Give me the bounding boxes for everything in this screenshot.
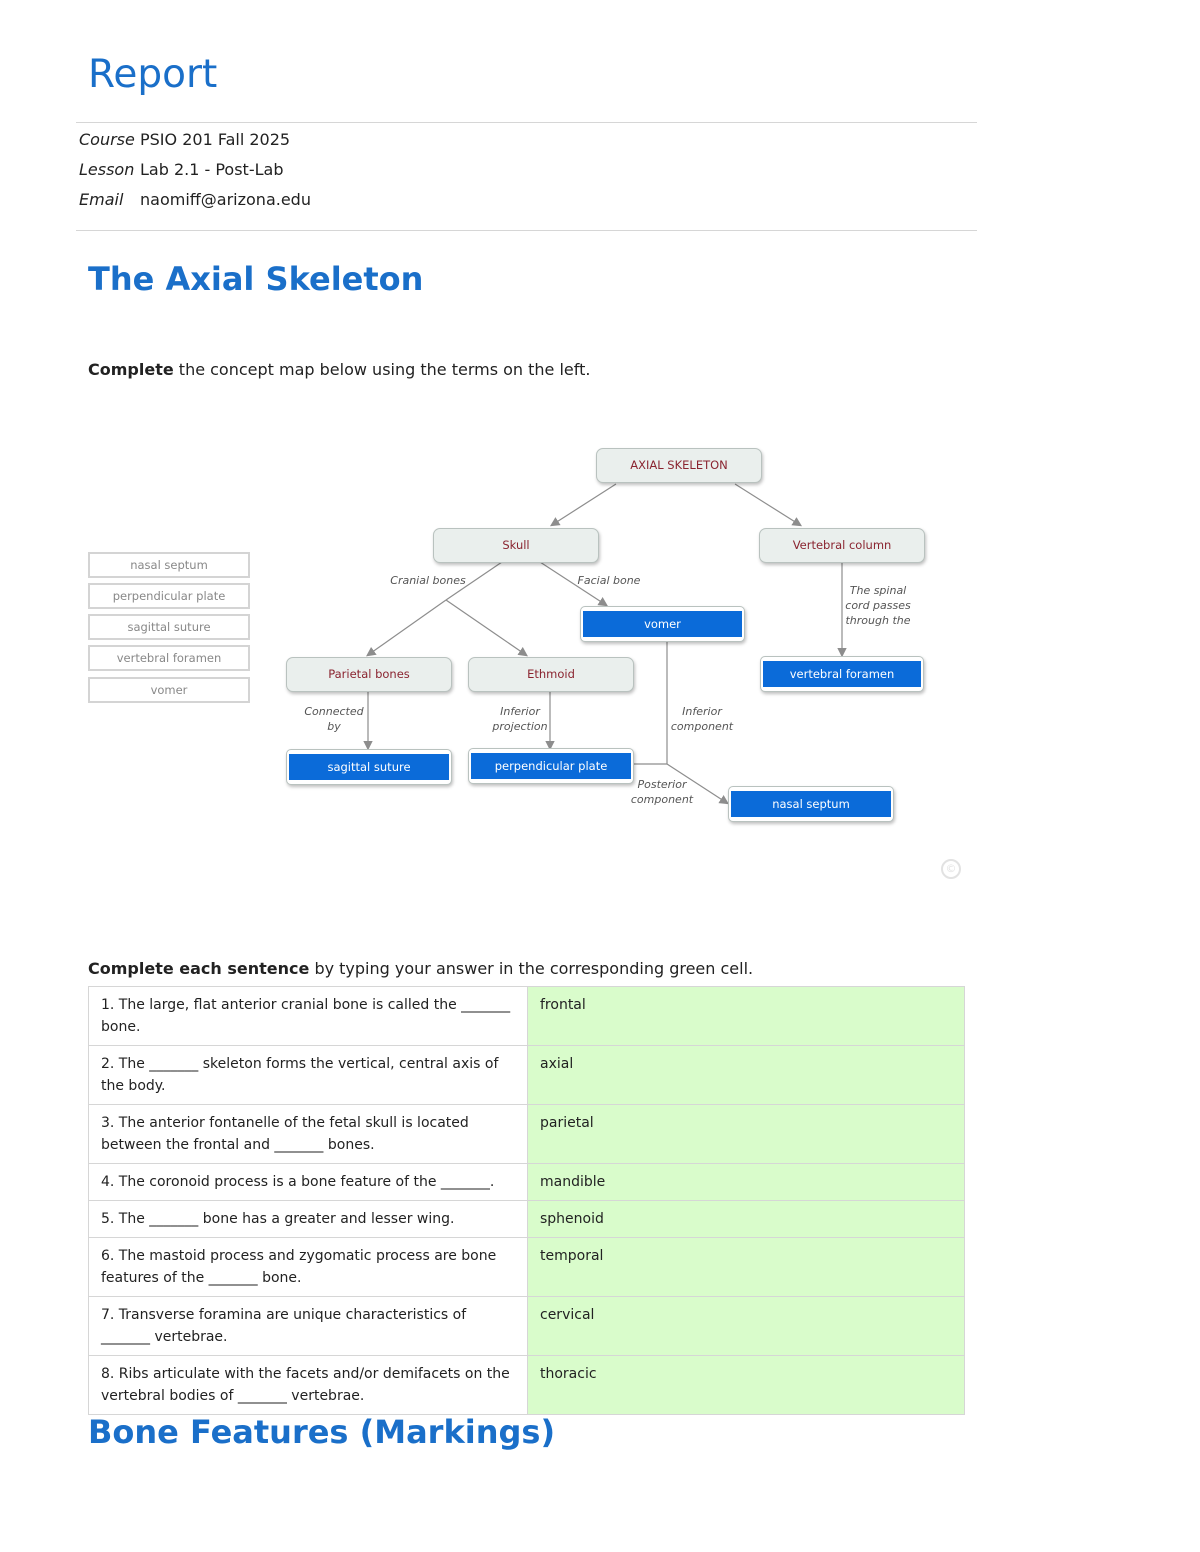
slot-nasal-septum[interactable]	[728, 786, 894, 822]
term-vertebral-foramen[interactable]: vertebral foramen	[88, 645, 250, 671]
copyright-icon: ©	[941, 859, 961, 879]
course-value: PSIO 201 Fall 2025	[140, 130, 291, 149]
question-cell: 6. The mastoid process and zygomatic process are bone features of the _______ bone.	[89, 1238, 528, 1297]
instruction-text: the concept map below using the terms on the left.	[173, 360, 591, 379]
table-row	[89, 1105, 965, 1164]
term-nasal-septum[interactable]: nasal septum	[88, 552, 250, 578]
slot-vertebral-foramen[interactable]	[760, 656, 924, 692]
email-value: naomiff@arizona.edu	[140, 190, 311, 209]
label-connected-line-1: Connected	[304, 705, 364, 718]
answer-cell[interactable]: temporal	[528, 1238, 965, 1297]
slot-perpendicular-plate[interactable]	[468, 748, 634, 784]
label-inferior-proj-line-2: projection	[492, 720, 548, 733]
node-vertebral-column: Vertebral column	[759, 528, 925, 563]
label-spinal-line-1: The spinal	[849, 584, 907, 597]
question-cell: 5. The _______ bone has a greater and lesser wing.	[89, 1201, 528, 1238]
answer-cell[interactable]: thoracic	[528, 1356, 965, 1415]
link-root-skull	[552, 484, 616, 525]
node-ethmoid: Ethmoid	[468, 657, 634, 692]
instruction-bold: Complete	[88, 360, 174, 379]
answer-cell[interactable]: sphenoid	[528, 1201, 965, 1238]
table-row	[89, 1297, 965, 1356]
question-cell: 3. The anterior fontanelle of the fetal skull is located between the frontal and _______ bones.	[89, 1105, 528, 1164]
email-label: Email	[79, 190, 124, 209]
term-sagittal-suture[interactable]: sagittal suture	[88, 614, 250, 640]
term-perpendicular-plate[interactable]: perpendicular plate	[88, 583, 250, 609]
answer-perpendicular-plate[interactable]: perpendicular plate	[471, 753, 631, 779]
lesson-value: Lab 2.1 - Post-Lab	[140, 160, 284, 179]
slot-vomer[interactable]	[580, 606, 745, 642]
sentence-instruction-bold: Complete each sentence	[88, 959, 310, 978]
link-cranial-ethmoid	[446, 600, 526, 655]
sentence-instruction-text: by typing your answer in the corresponding green cell.	[309, 959, 754, 978]
label-posterior-line-2: component	[630, 793, 694, 806]
section-heading-bone-features: Bone Features (Markings)	[88, 1413, 556, 1451]
question-cell: 1. The large, flat anterior cranial bone is called the _______ bone.	[89, 987, 528, 1046]
course-label: Course	[79, 130, 135, 149]
lesson-label: Lesson	[79, 160, 135, 179]
label-inferior-comp-line-2: component	[670, 720, 734, 733]
node-axial-skeleton: AXIAL SKELETON	[596, 448, 762, 483]
answer-cell[interactable]: frontal	[528, 987, 965, 1046]
answer-cell[interactable]: cervical	[528, 1297, 965, 1356]
question-cell: 7. Transverse foramina are unique characteristics of _______ vertebrae.	[89, 1297, 528, 1356]
node-parietal-bones: Parietal bones	[286, 657, 452, 692]
table-row	[89, 1164, 965, 1201]
question-cell: 2. The _______ skeleton forms the vertical, central axis of the body.	[89, 1046, 528, 1105]
table-row	[89, 1201, 965, 1238]
node-skull: Skull	[433, 528, 599, 563]
answer-cell[interactable]: parietal	[528, 1105, 965, 1164]
link-cranial-parietal	[368, 600, 446, 655]
answer-cell[interactable]: axial	[528, 1046, 965, 1105]
table-row	[89, 1356, 965, 1415]
answer-cell[interactable]: mandible	[528, 1164, 965, 1201]
sentence-instruction	[88, 959, 753, 978]
term-vomer[interactable]: vomer	[88, 677, 250, 703]
label-posterior-line-1: Posterior	[637, 778, 687, 791]
label-cranial-bones: Cranial bones	[390, 574, 466, 587]
label-inferior-projection	[480, 704, 560, 734]
question-cell: 8. Ribs articulate with the facets and/or demifacets on the vertebral bodies of _______ vertebrae.	[89, 1356, 528, 1415]
question-cell: 4. The coronoid process is a bone feature of the _______.	[89, 1164, 528, 1201]
label-connected-by	[294, 704, 374, 734]
label-connected-line-2: by	[327, 720, 341, 733]
label-spinal-line-2: cord passes	[845, 599, 911, 612]
table-row	[89, 1238, 965, 1297]
answer-sagittal-suture[interactable]: sagittal suture	[289, 754, 449, 780]
answer-vomer[interactable]: vomer	[583, 611, 742, 637]
section-heading-axial-skeleton: The Axial Skeleton	[88, 260, 424, 298]
slot-sagittal-suture[interactable]	[286, 749, 452, 785]
answer-nasal-septum[interactable]: nasal septum	[731, 791, 891, 817]
fill-in-table	[88, 986, 965, 1415]
label-inferior-component	[662, 704, 742, 734]
table-row	[89, 1046, 965, 1105]
table-row	[89, 987, 965, 1046]
label-inferior-comp-line-1: Inferior	[682, 705, 722, 718]
answer-vertebral-foramen[interactable]: vertebral foramen	[763, 661, 921, 687]
label-facial-bone: Facial bone	[577, 574, 641, 587]
label-posterior-component	[622, 777, 702, 807]
label-spinal-line-3: through the	[845, 614, 911, 627]
label-inferior-proj-line-1: Inferior	[500, 705, 540, 718]
report-title: Report	[88, 52, 218, 97]
label-spinal-cord	[828, 583, 928, 628]
link-root-vertebral	[735, 484, 800, 525]
